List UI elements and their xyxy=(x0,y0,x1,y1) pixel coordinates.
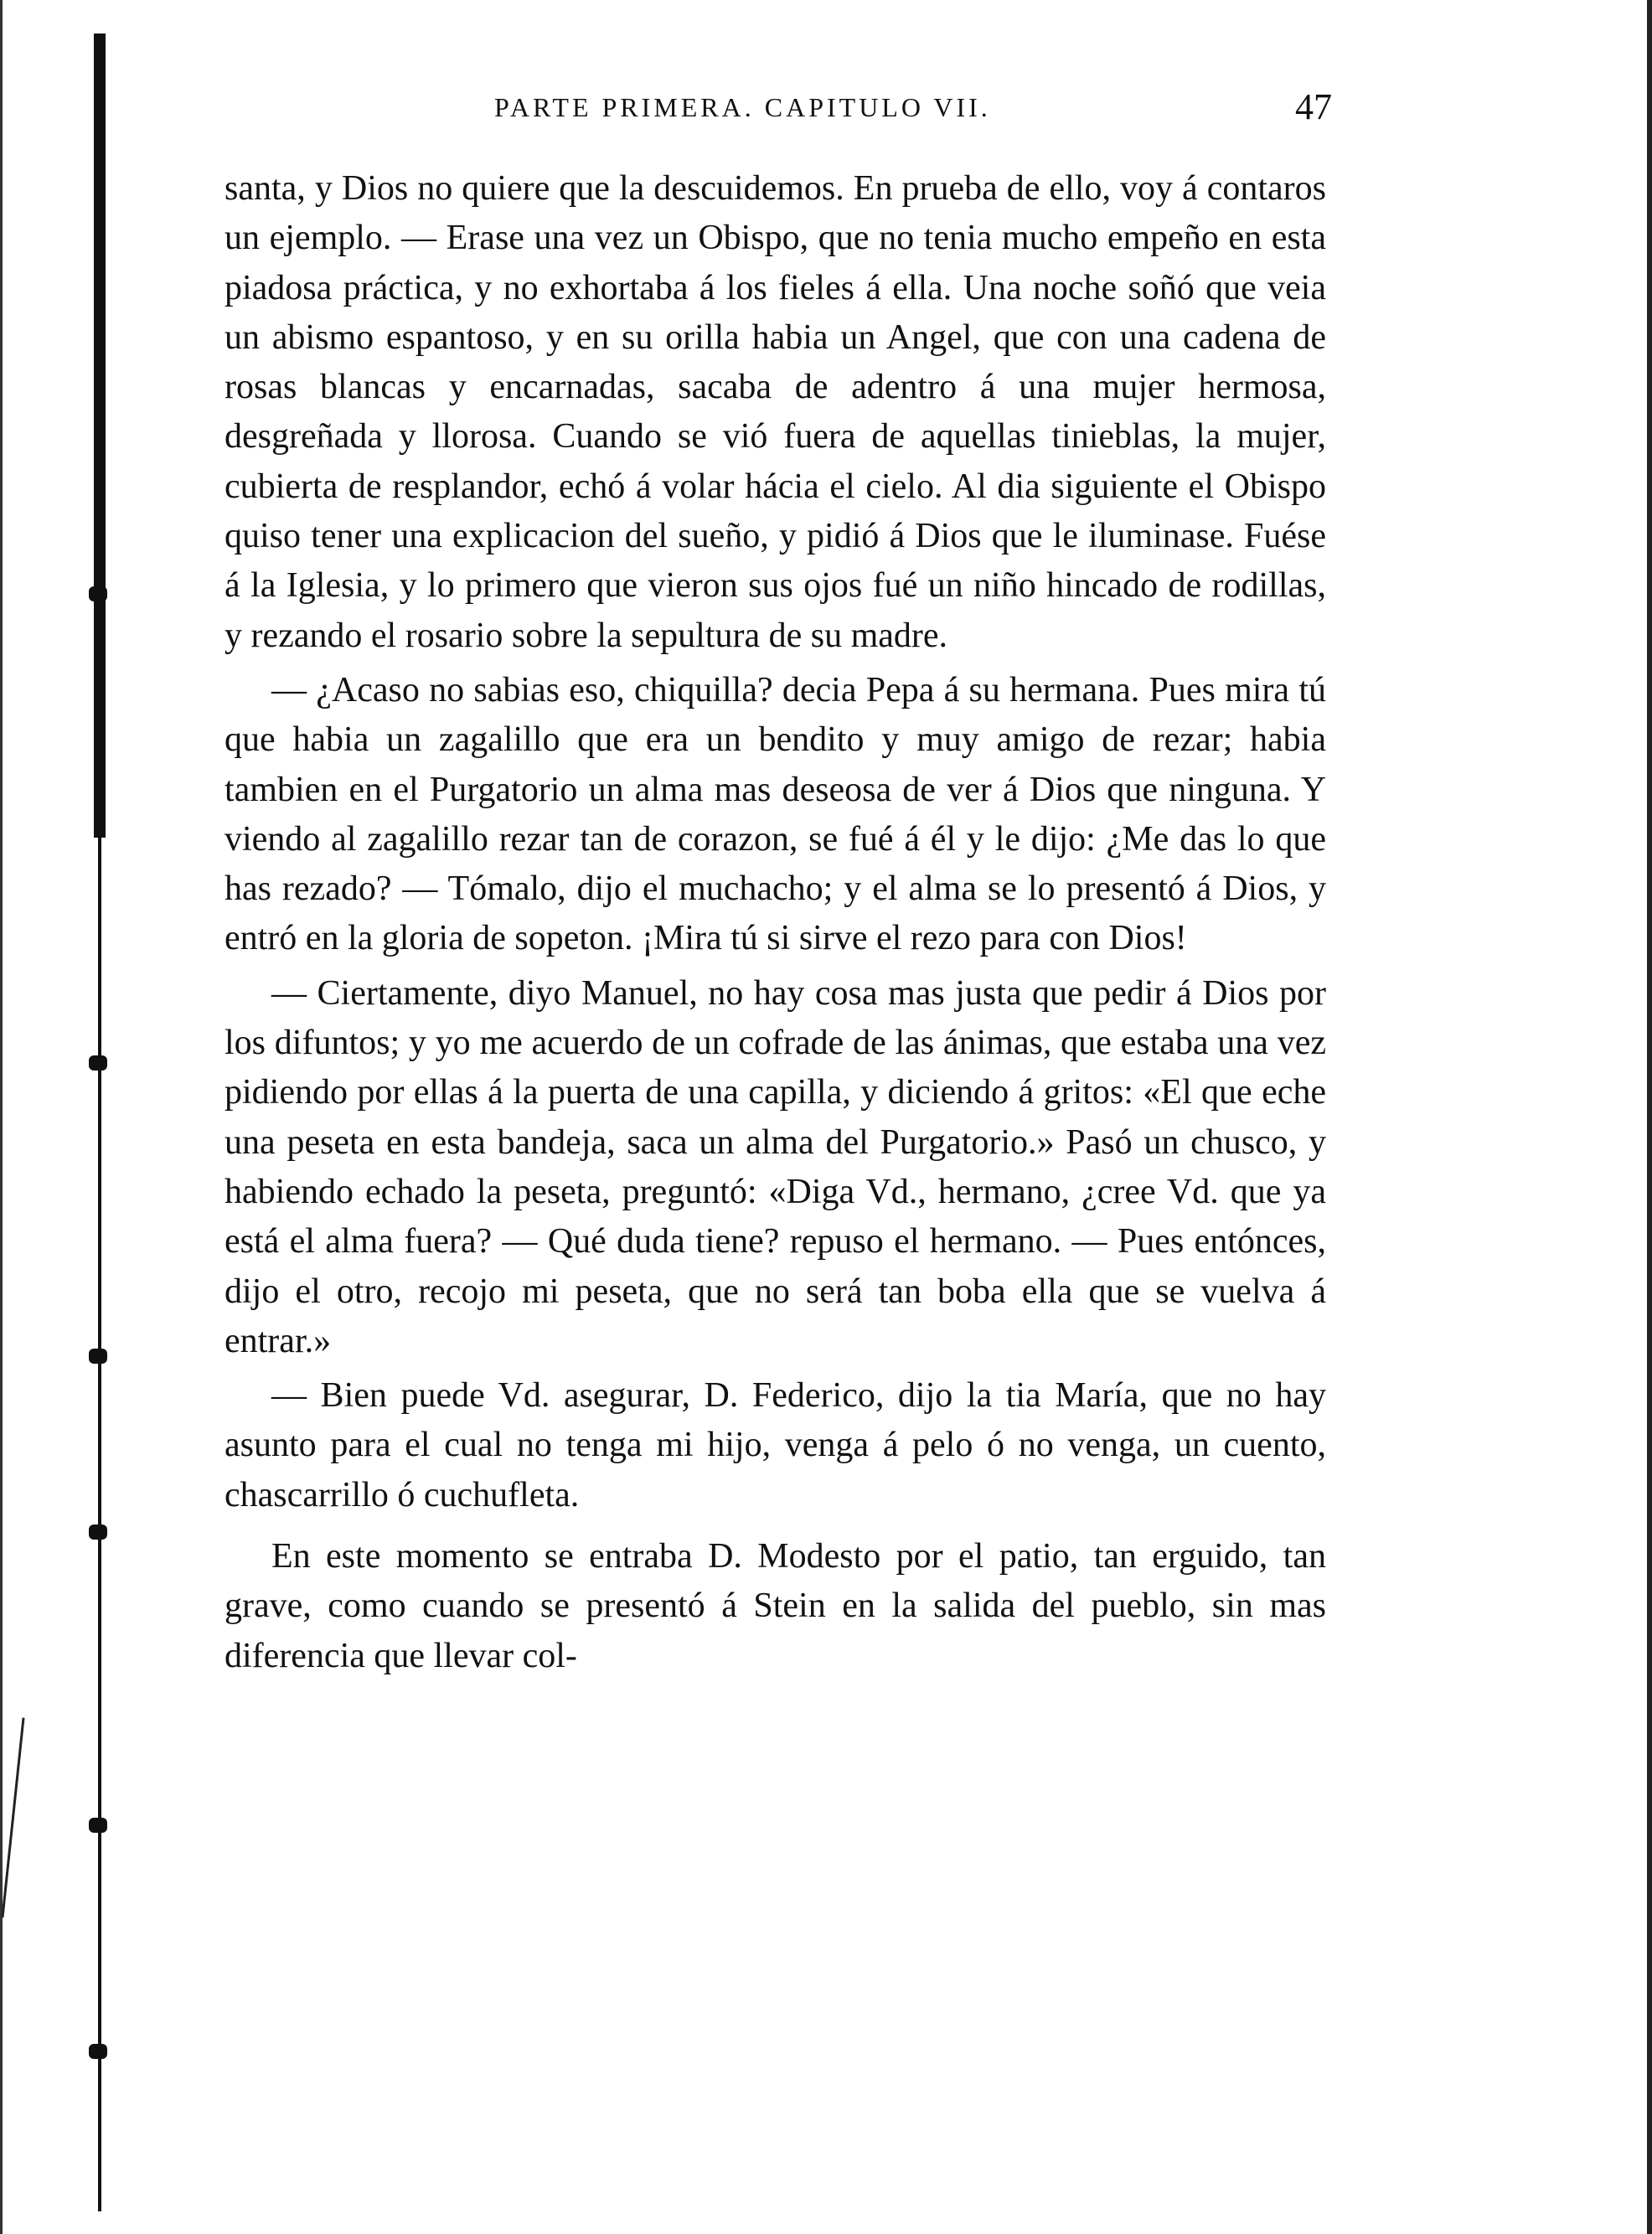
paragraph: — Ciertamente, diyo Manuel, no hay cosa mas justa que pedir á Dios por los difuntos; y yo me acuerdo de un cofrade de las ánimas, que estaba una vez pidiendo por ellas á la puerta de una capilla, y diciendo á gritos: «El que eche una peseta en esta bandeja, saca un alma del Purgatorio.» Pasó un chusco, y habiendo echado la peseta, preguntó: «Diga Vd., hermano, ¿cree Vd. que ya está el alma fuera? — Qué duda tiene? repuso el hermano. — Pues entónces, dijo el otro, recojo mi peseta, que no será tan boba ella que se vuelva á entrar.» xyxy=(225,973,1326,1360)
body-text xyxy=(225,164,1326,1681)
binding-notch xyxy=(89,1525,107,1540)
binding-notch xyxy=(89,1818,107,1833)
binding-bar-top xyxy=(94,34,106,838)
running-title: PARTE PRIMERA. CAPITULO VII. xyxy=(494,92,991,122)
page-number: 47 xyxy=(1295,86,1332,127)
paragraph: santa, y Dios no quiere que la descuidemos. En prueba de ello, voy á contaros un ejemplo. — Erase una vez un Obispo, que no tenia mucho empeño en esta piadosa práctica, y no exhortaba á los fieles á ella. Una noche soñó que veia un abismo espantoso, y en su orilla habia un Angel, que con una cadena de rosas blancas y encarnadas, sacaba de adentro á una mujer hermosa, desgreñada y llorosa. Cuando se vió fuera de aquellas tinieblas, la mujer, cubierta de resplandor, echó á volar hácia el cielo. Al dia siguiente el Obispo quiso tener una explicacion del sueño, y pidió á Dios que le iluminase. Fuése á la Iglesia, y lo primero que vieron sus ojos fué un niño hincado de rodillas, y rezando el rosario sobre la sepultura de su madre. xyxy=(225,169,1326,655)
scan-left-edge xyxy=(0,0,3,2234)
book-binding-shadow xyxy=(80,0,126,2234)
binding-notch xyxy=(89,1055,107,1071)
paragraph: En este momento se entraba D. Modesto por el patio, tan erguido, tan grave, como cuando se presentó á Stein en la salida del pueblo, sin mas diferencia que llevar col- xyxy=(225,1537,1326,1675)
paragraph: — Bien puede Vd. asegurar, D. Federico, dijo la tia María, que no hay asunto para el cual no tenga mi hijo, venga á pelo ó no venga, un cuento, chascarrillo ó cuchufleta. xyxy=(225,1376,1326,1514)
paragraph: — ¿Acaso no sabias eso, chiquilla? decia Pepa á su hermana. Pues mira tú que habia un zagalillo que era un bendito y muy amigo de rezar; habia tambien en el Purgatorio un alma mas deseosa de ver á Dios que ninguna. Y viendo al zagalillo rezar tan de corazon, se fué á él y le dijo: ¿Me das lo que has rezado? — Tómalo, dijo el muchacho; y el alma se lo presentó á Dios, y entró en la gloria de sopeton. ¡Mira tú si sirve el rezo para con Dios! xyxy=(225,670,1326,958)
binding-notch xyxy=(89,586,107,601)
binding-notch xyxy=(89,1349,107,1364)
binding-notch xyxy=(89,2044,107,2059)
scan-artifact-line xyxy=(1,1718,24,1918)
page-header xyxy=(494,86,1332,142)
scan-right-edge xyxy=(1647,0,1652,2234)
